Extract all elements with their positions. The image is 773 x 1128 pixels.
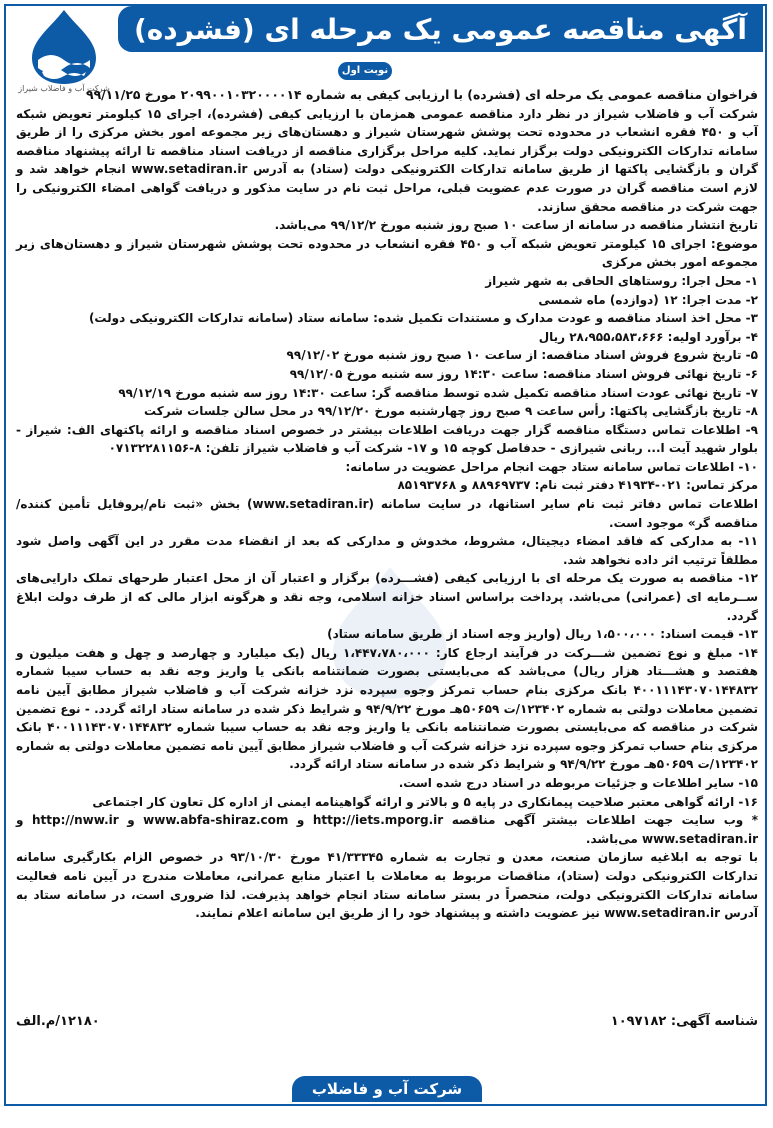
ad-id: شناسه آگهی: ۱۰۹۷۱۸۲	[610, 1013, 758, 1029]
regulation-note: با توجه به ابلاغیه سازمان صنعت، معدن و تجارت به شماره ۴۱/۳۳۳۴۵ مورخ ۹۳/۱۰/۳۰ در خصوص الزام بکارگیری سامانه تدارکات الکترونیکی دولت (ستاد)، مناقصات مربوط به معاملات با اعتبار منابع عمرانی، معاملات مندرج در آیین نامه فعالیت سامانه تدارکات الکترونیکی دولت، منحصراً در بستر سامانه ستاد انجام خواهد پذیرفت. لذا ضروری است، در سامانه ستاد به آدرس www.setadiran.ir نیز عضویت داشته و پیشنهاد خود را از طریق این سامانه اعلام نمایند.	[16, 850, 758, 921]
item-10: ۱۰- اطلاعات تماس سامانه ستاد جهت انجام مراحل عضویت در سامانه:	[345, 459, 758, 474]
footer-info	[16, 1010, 758, 1032]
header-banner	[118, 6, 763, 52]
item-3: ۳- محل اخذ اسناد مناقصه و عودت مدارک و مستندات تکمیل شده: سامانه ستاد (سامانه تدارکات الکترونیکی دولت)	[88, 311, 758, 326]
item-11: ۱۱- به مدارکی که فاقد امضاء دیجیتال، مشروط، مخدوش و مدارکی که بعد از انقضاء مدت مقرر در این آگهی واصل شود مطلقاً ترتیب اثر داده نخواهد شد.	[16, 534, 758, 567]
websites-note: * وب سایت جهت اطلاعات بیشتر آگهی مناقصه http://iets.mporg.ir و www.abfa-shiraz.com و http://nww.ir و www.setadiran.ir می‌باشد.	[16, 813, 758, 846]
ad-title: آگهی مناقصه عمومی یک مرحله ای (فشرده)	[133, 12, 747, 46]
item-9: ۹- اطلاعات تماس دستگاه مناقصه گزار جهت دریافت اطلاعات بیشتر در خصوص اسناد مناقصه و ارائه پاکتهای الف: شیراز - بلوار شهید آیت ا... ربانی شیرازی - حدفاصل کوچه ۱۵ و ۱۷- شرکت آب و فاضلاب شیراز تلفن: ۸-۰۷۱۳۲۲۸۱۱۵۶	[16, 422, 758, 456]
ad-body	[16, 86, 758, 923]
registration-offices-line: اطلاعات تماس دفاتر ثبت نام سایر استانها، در سایت سامانه (www.setadiran.ir) بخش «ثبت نام/پروفایل تأمین کننده/مناقصه گر» موجود است.	[16, 497, 758, 530]
item-5: ۵- تاریخ شروع فروش اسناد مناقصه: از ساعت ۱۰ صبح روز شنبه مورخ ۹۹/۱۲/۰۲	[286, 348, 758, 363]
item-4: ۴- برآورد اولیه: ۲۸،۹۵۵،۵۸۳،۶۶۶ ریال	[538, 329, 758, 344]
item-8: ۸- تاریخ بازگشایی پاکتها: رأس ساعت ۹ صبح روز چهارشنبه مورخ ۹۹/۱۲/۲۰ در محل سالن جلسات شرکت	[144, 404, 758, 419]
item-13: ۱۳- قیمت اسناد: ۱،۵۰۰،۰۰۰ ریال (واریز وجه اسناد از طریق سامانه ستاد)	[327, 627, 758, 642]
first-round-badge: نوبت اول	[338, 62, 392, 80]
intro-paragraph: شرکت آب و فاضلاب شیراز در نظر دارد مناقصه عمومی همزمان با ارزیابی کیفی (فشرده)، اجرای ۱۵ کیلومتر تعویض شبکه آب و ۴۵۰ فقره انشعاب در محدوده تحت پوشش شهرستان شیراز و دهستان‌های زیر مجموعه امور بخش مرکزی را از طریق سامانه تدارکات الکترونیکی دولت برگزار نماید. کلیه مراحل برگزاری مناقصه از دریافت اسناد مناقصه تا ارائه پیشنهاد مناقصه گران و بازگشایی پاکتها از طریق سامانه تدارکات الکترونیکی دولت (ستاد) به آدرس www.setadiran.ir انجام خواهد شد و لازم است مناقصه گران در صورت عدم عضویت قبلی، مراحل ثبت نام در سایت مذکور و دریافت گواهی امضاء الکترونیکی را جهت شرکت در مناقصه محقق سازند.	[16, 106, 758, 214]
item-12: ۱۲- مناقصه به صورت یک مرحله ای با ارزیابی کیفی (فشـــرده) برگزار و اعتبار آن از محل اعتبار طرحهای تملک دارایی‌های ســرمایه ای (عمرانی) می‌باشد. پرداخت براساس اسناد خزانه اسلامی، وجه نقد و هرگونه ابزار مالی که از طرف دولت ابلاغ گردد.	[16, 571, 758, 623]
logo-caption: شرکت آب و فاضلاب شیراز	[18, 84, 110, 93]
ad-code: ۱۲۱۸۰/م.الف	[16, 1013, 100, 1029]
item-16: ۱۶- ارائه گواهی معتبر صلاحیت پیمانکاری در پایه ۵ و بالاتر و ارائه گواهینامه ایمنی از اداره کل تعاون کار اجتماعی	[92, 794, 758, 809]
water-drop-logo-icon	[14, 6, 114, 86]
item-14: ۱۴- مبلغ و نوع تضمین شـــرکت در فرآیند ارجاع کار: ۱،۴۴۷،۷۸۰،۰۰۰ ریال (یک میلیارد و چهارصد و چهل و هفت میلیون و هفتصد و هشـــتاد هزار ریال) می‌باشد که می‌بایستی بصورت ضمانتنامه بانکی یا واریز وجه نقد به حساب سیبا شماره ۴۰۰۱۱۱۴۳۰۷۰۱۴۴۸۳۲ بانک مرکزی بنام حساب تمرکز وجوه سپرده نزد خزانه شرکت آب و فاضلاب شیراز مطابق آیین نامه تضمین معاملات دولتی به شماره ۱۲۳۴۰۲/ت ۵۰۶۵۹هـ مورخ ۹۴/۹/۲۲ و شرایط ذکر شده در سامانه ستاد ارائه گردد. - نوع تضمین شرکت در مناقصه که می‌بایستی بصورت ضمانتنامه بانکی یا واریز وجه نقد به حساب سیبا شماره ۴۰۰۱۱۱۴۳۰۷۰۱۴۴۸۳۲ بانک مرکزی بنام حساب تمرکز وجوه سپرده نزد خزانه شرکت آب و فاضلاب شیراز مطابق آیین نامه تضمین معاملات دولتی به شماره ۱۲۳۴۰۲/ت ۵۰۶۵۹هـ مورخ ۹۴/۹/۲۲ و شرایط ذکر شده در سامانه ستاد ارائه گردد.	[16, 645, 759, 772]
item-7: ۷- تاریخ نهائی عودت اسناد مناقصه تکمیل شده توسط مناقصه گر: ساعت ۱۴:۳۰ روز سه شنبه مورخ ۹۹/۱۲/۱۹	[118, 385, 758, 400]
item-1: ۱- محل اجرا: روستاهای الحاقی به شهر شیراز	[485, 273, 758, 288]
call-center-line: مرکز تماس: ۰۲۱-۴۱۹۳۴ دفتر ثبت نام: ۸۸۹۶۹۷۳۷ و ۸۵۱۹۳۷۶۸	[397, 478, 758, 493]
tender-heading: فراخوان مناقصه عمومی یک مرحله ای (فشرده) با ارزیابی کیفی به شماره ۲۰۹۹۰۰۱۰۳۲۰۰۰۰۱۴ مورخ ۹۹/۱۱/۲۵	[86, 87, 758, 102]
publish-date-line: تاریخ انتشار مناقصه در سامانه از ساعت ۱۰ صبح روز شنبه مورخ ۹۹/۱۲/۲ می‌باشد.	[274, 218, 758, 233]
item-2: ۲- مدت اجرا: ۱۲ (دوازده) ماه شمسی	[538, 292, 758, 307]
subject-line: موضوع: اجرای ۱۵ کیلومتر تعویض شبکه آب و ۴۵۰ فقره انشعاب در محدوده تحت پوشش شهرستان شیراز و دهستان‌های زیر مجموعه امور بخش مرکزی	[16, 236, 758, 270]
item-15: ۱۵- سایر اطلاعات و جزئیات مربوطه در اسناد درج شده است.	[398, 775, 758, 790]
item-6: ۶- تاریخ نهائی فروش اسناد مناقصه: ساعت ۱۴:۳۰ روز سه شنبه مورخ ۹۹/۱۲/۰۵	[289, 366, 758, 381]
company-banner: شرکت آب و فاضلاب شیراز	[292, 1076, 482, 1102]
